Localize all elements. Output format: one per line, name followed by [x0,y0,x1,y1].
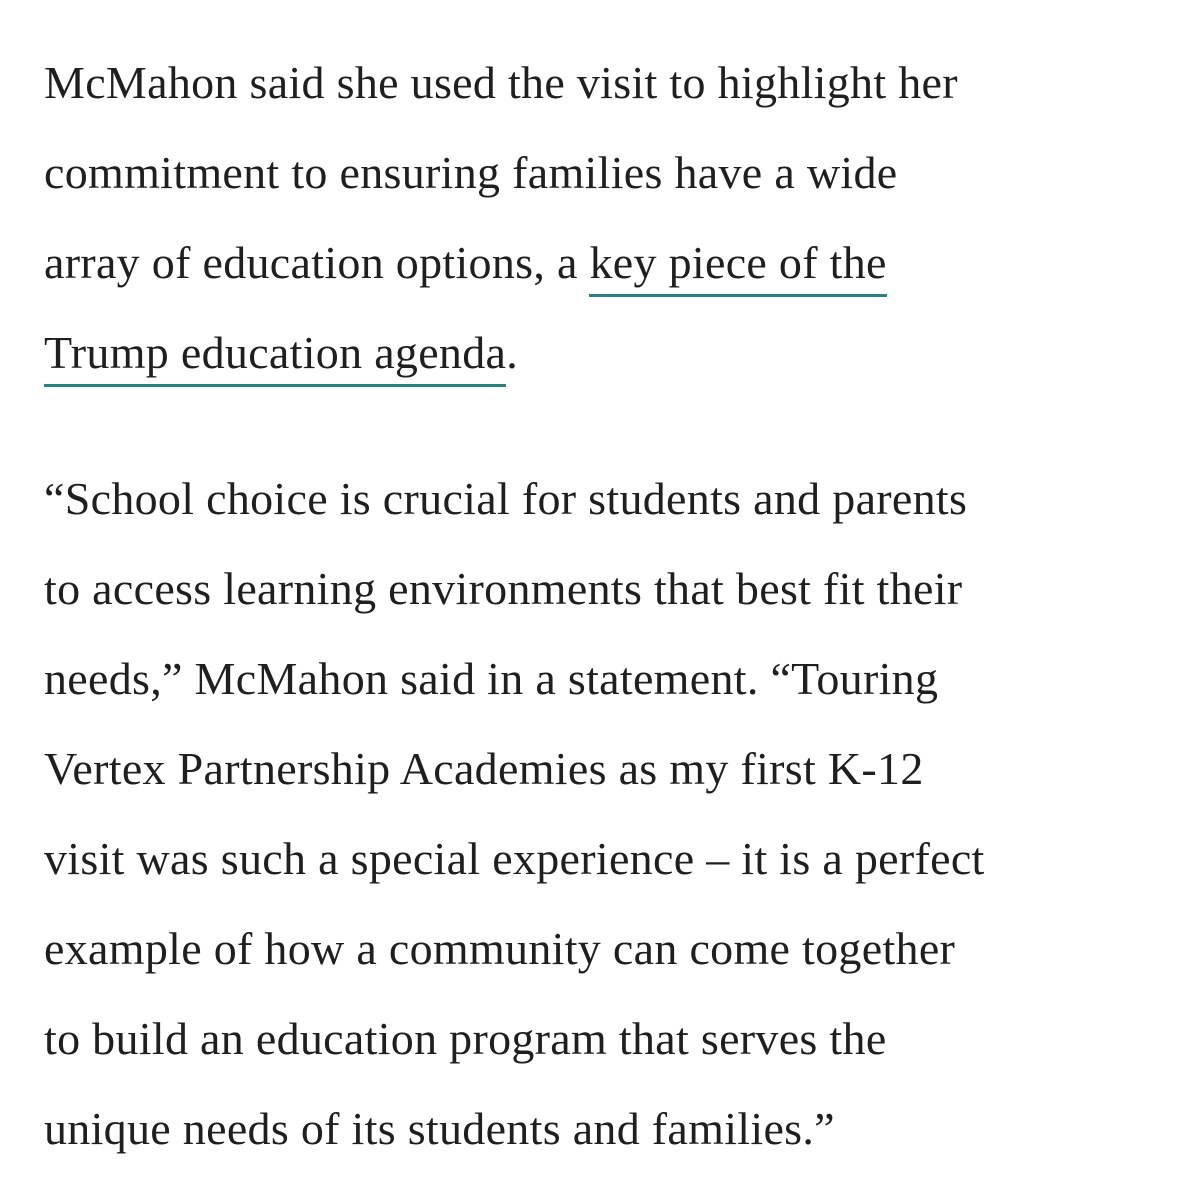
agenda-link-part-1[interactable]: key piece of the [589,237,886,297]
agenda-link-part-2[interactable]: Trump education agenda [44,327,506,387]
paragraph-1 [44,38,1160,398]
paragraph-1-line-2: commitment to ensuring families have a wide [44,147,898,198]
paragraph-1-line-1: McMahon said she used the visit to highlight her [44,57,958,108]
paragraph-1-line-4 [44,308,1160,398]
paragraph-2-line-2: to access learning environments that best fit their [44,563,963,614]
paragraph-2-line-1: “School choice is crucial for students and parents [44,473,968,524]
paragraph-2-line-5: visit was such a special experience – it is a perfect [44,833,985,884]
paragraph-1-line-3 [44,218,1160,308]
paragraph-1-period: . [506,327,519,378]
paragraph-2 [44,454,1160,1174]
paragraph-2-line-3: needs,” McMahon said in a statement. “Touring [44,653,939,704]
paragraph-2-line-6: example of how a community can come together [44,923,956,974]
paragraph-2-line-4: Vertex Partnership Academies as my first K-12 [44,743,924,794]
paragraph-2-line-7: to build an education program that serves the [44,1013,887,1064]
paragraph-1-line-3-text: array of education options, a [44,237,590,288]
paragraph-2-line-8: unique needs of its students and families.” [44,1103,835,1154]
